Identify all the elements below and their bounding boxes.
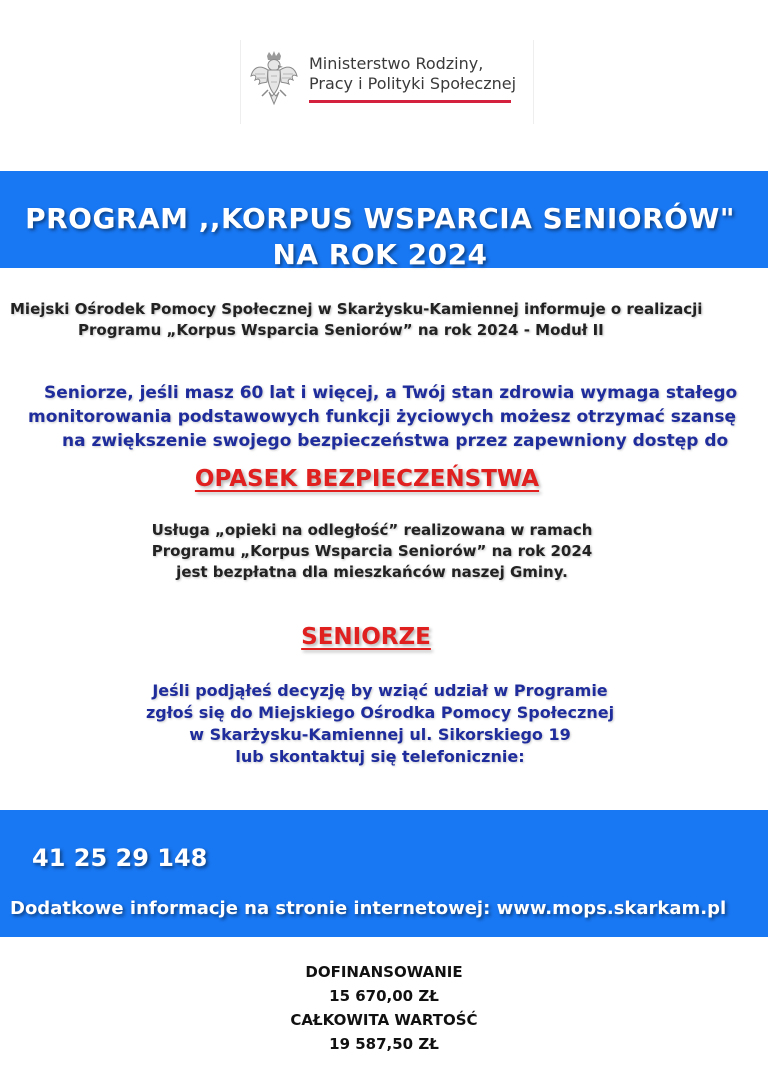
cofinancing-amount: 15 670,00 ZŁ [329,987,439,1005]
service-info [0,520,744,583]
title-banner [0,171,768,271]
ministry-logo [240,40,534,124]
safety-bands-heading: OPASEK BEZPIECZEŃSTWA [194,466,540,492]
service-line3: jest bezpłatna dla mieszkańców naszej Gminy. [176,563,568,581]
service-line1: Usługa „opieki na odległość” realizowana w ramach [151,521,593,539]
program-title [0,201,760,273]
eligibility-line3: na zwiększenie swojego bezpieczeństwa przez zapewniony dostęp do [62,431,729,451]
eligibility-line2: monitorowania podstawowych funkcji życiowych możesz otrzymać szansę [28,407,737,427]
contact-line2: zgłoś się do Miejskiego Ośrodka Pomocy Społecznej [145,703,615,722]
total-value-label: CAŁKOWITA WARTOŚĆ [290,1011,478,1029]
polish-eagle-emblem-icon [249,50,299,106]
phone-number[interactable]: 41 25 29 148 [32,844,208,872]
intro-line2: Programu „Korpus Wsparcia Seniorów” na rok 2024 - Moduł II [78,321,604,339]
contact-line1: Jeśli podjąłeś decyzję by wziąć udział w Programie [152,681,608,700]
eligibility-line1: Seniorze, jeśli masz 60 lat i więcej, a Twój stan zdrowia wymaga stałego [44,383,738,403]
service-line2: Programu „Korpus Wsparcia Seniorów” na rok 2024 [151,542,593,560]
logo-red-underline [309,100,511,103]
total-value-amount: 19 587,50 ZŁ [329,1035,439,1053]
contact-info [0,680,760,768]
ministry-name-line2: Pracy i Polityki Społecznej [309,74,517,93]
website-info[interactable]: Dodatkowe informacje na stronie internetowej: www.mops.skarkam.pl [10,898,727,919]
contact-banner [0,810,768,937]
cofinancing-label: DOFINANSOWANIE [305,963,463,981]
ministry-name-line1: Ministerstwo Rodziny, [309,54,484,73]
program-title-line2: NA ROK 2024 [272,238,488,271]
contact-line3: w Skarżysku-Kamiennej ul. Sikorskiego 19 [189,725,571,744]
program-title-line1: PROGRAM ,,KORPUS WSPARCIA SENIORÓW" [25,202,735,235]
seniors-heading: SENIORZE [301,624,431,650]
ministry-name [309,54,516,94]
financing-info [0,960,768,1056]
contact-line4: lub skontaktuj się telefonicznie: [235,747,525,766]
intro-line1: Miejski Ośrodek Pomocy Społecznej w Skarżysku-Kamiennej informuje o realizacji [10,300,703,318]
